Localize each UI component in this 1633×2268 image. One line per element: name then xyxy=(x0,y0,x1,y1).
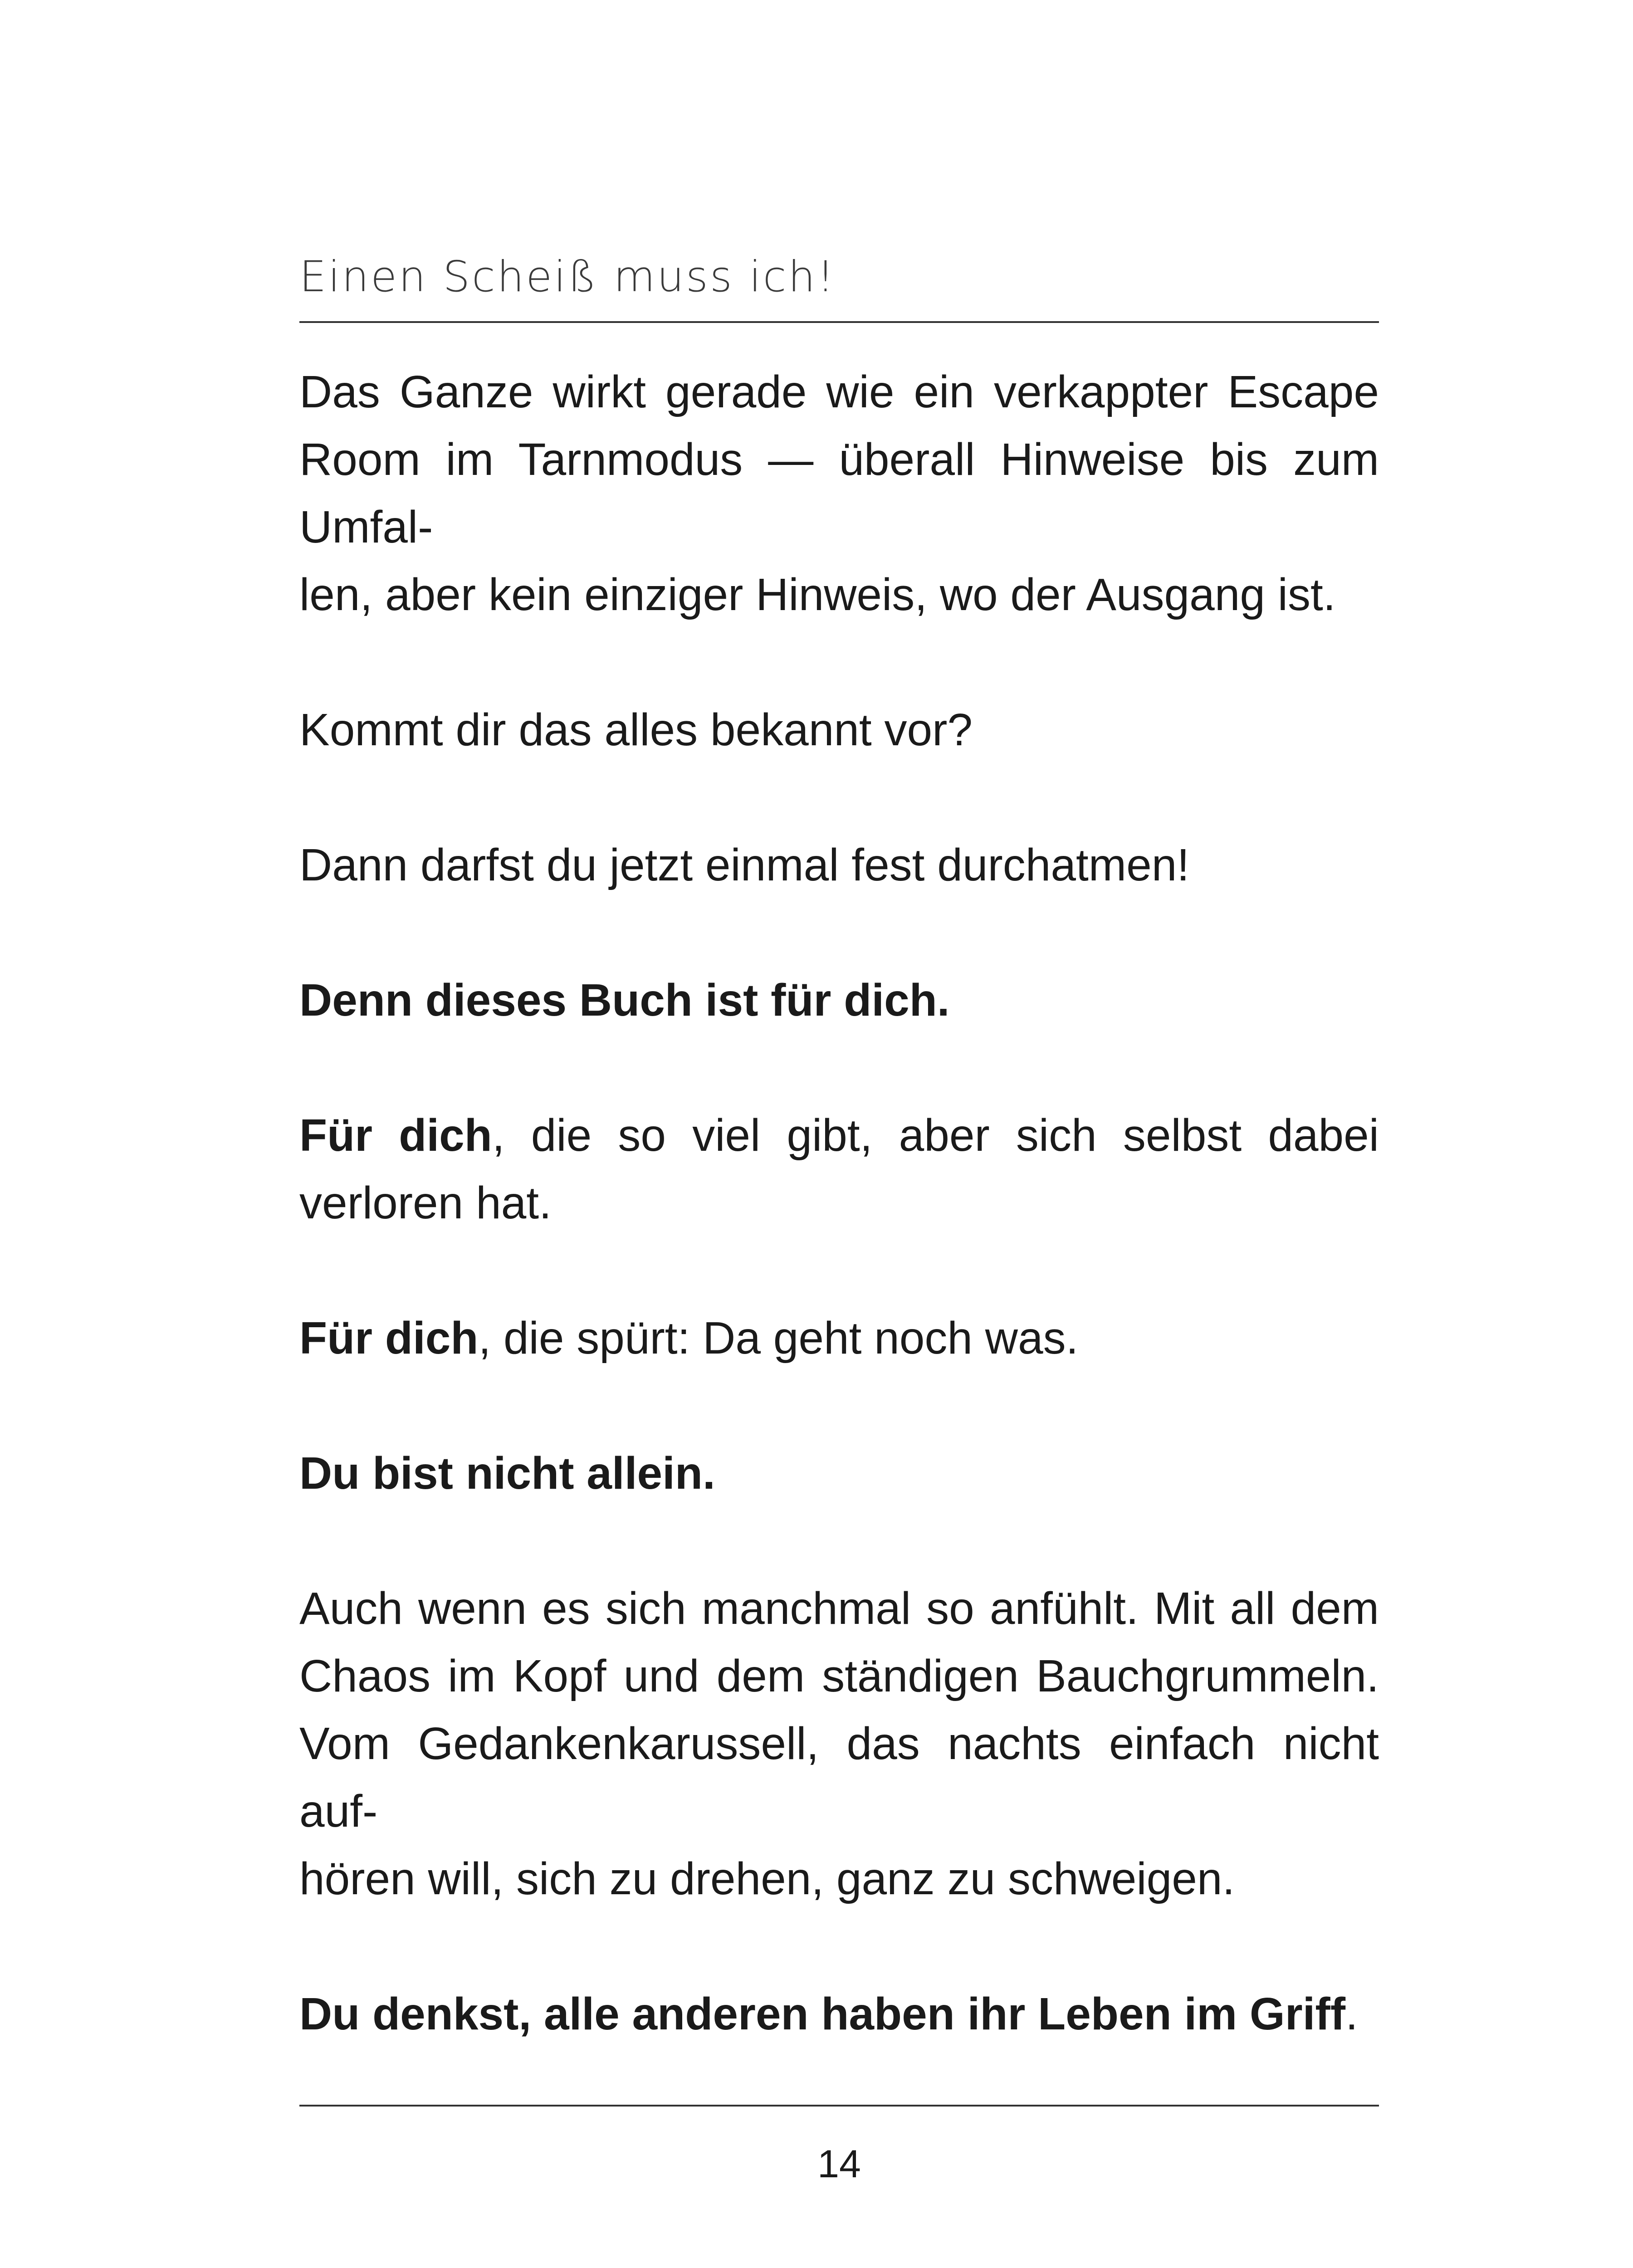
paragraph-6-line xyxy=(299,1305,1379,1372)
paragraph-5-line-1 xyxy=(299,1102,1379,1169)
paragraph-6-bold-text: Für dich xyxy=(299,1313,479,1364)
paragraph-2-text: Kommt dir das alles bekannt vor? xyxy=(299,704,973,755)
paragraph-5 xyxy=(299,1102,1379,1237)
paragraph-1 xyxy=(299,358,1379,629)
paragraph-9-line xyxy=(299,1980,1379,2048)
paragraph-5-line-1-rest: , die so viel gibt, aber sich selbst dabei xyxy=(492,1110,1379,1161)
paragraph-1-line-3: len, aber kein einziger Hinweis, wo der Ausgang ist. xyxy=(299,569,1336,620)
paragraph-9-rest: . xyxy=(1345,1989,1358,2039)
header-rule xyxy=(299,321,1379,323)
paragraph-3-text: Dann darfst du jetzt einmal fest durchatmen! xyxy=(299,840,1190,890)
paragraph-5-line-2: verloren hat. xyxy=(299,1178,552,1228)
paragraph-8-line-1: Auch wenn es sich manchmal so anfühlt. Mit all dem xyxy=(299,1583,1379,1634)
paragraph-4 xyxy=(299,967,1379,1034)
paragraph-7-bold-text: Du bist nicht allein. xyxy=(299,1448,715,1499)
page-number: 14 xyxy=(817,2142,861,2186)
paragraph-9-bold-text: Du denkst, alle anderen haben ihr Leben im Griff xyxy=(299,1989,1346,2039)
paragraph-1-line-1: Das Ganze wirkt gerade wie ein verkappter Escape xyxy=(299,367,1379,417)
footer-rule xyxy=(299,2105,1379,2107)
paragraph-8-line-4: hören will, sich zu drehen, ganz zu schweigen. xyxy=(299,1853,1235,1904)
paragraph-8-line-3: Vom Gedankenkarussell, das nachts einfach nicht auf- xyxy=(299,1718,1379,1837)
paragraph-1-line-2: Room im Tarnmodus — überall Hinweise bis zum Umfal- xyxy=(299,434,1379,552)
paragraph-6 xyxy=(299,1305,1379,1372)
paragraph-8-line-2: Chaos im Kopf und dem ständigen Bauchgrummeln. xyxy=(299,1651,1379,1701)
paragraph-6-rest: , die spürt: Da geht noch was. xyxy=(478,1313,1079,1364)
running-header: Einen Scheiß muss ich! xyxy=(299,252,836,302)
paragraph-9 xyxy=(299,1980,1379,2048)
paragraph-5-bold-text: Für dich xyxy=(299,1110,492,1161)
paragraph-7 xyxy=(299,1440,1379,1507)
paragraph-4-line xyxy=(299,967,1379,1034)
paragraph-8 xyxy=(299,1575,1379,1913)
body-text xyxy=(299,358,1379,2116)
paragraph-4-bold-text: Denn dieses Buch ist für dich. xyxy=(299,975,950,1026)
paragraph-3 xyxy=(299,831,1379,899)
paragraph-2 xyxy=(299,696,1379,764)
paragraph-7-line xyxy=(299,1440,1379,1507)
